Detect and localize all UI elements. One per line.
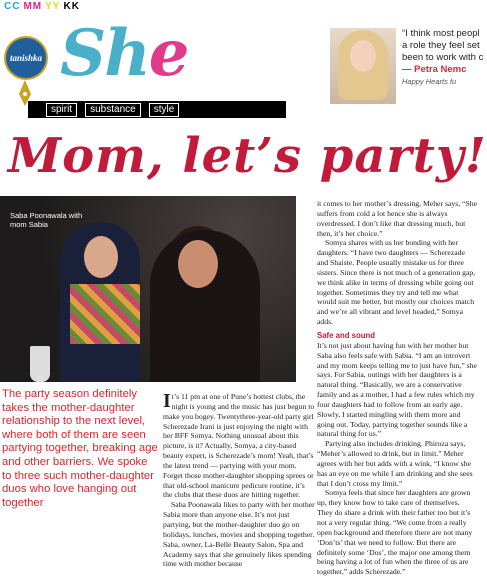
she-logo-sh: Sh [60,16,149,91]
paragraph: Saba Poonawala likes to party with her mother Sabia more than anyone else. It’s not just partying, but the mother-daughter duo go on holidays, lunches, movies and shopping together. Saba, owner, La-Belle Beauty Salon, Spa and Academy says that she genuinely likes spending time with mother because [163,500,315,569]
article-column-2 [317,199,477,577]
tagline-bar [28,101,286,118]
quote-author-photo [330,28,396,104]
tagline-spirit: spirit [46,103,77,117]
paragraph: t’s 11 pm at one of Pune’s hottest clubs, the night is young and the music has just begun to make you bogey. Twentythree-year-old party girl Scherezade Irani is just enjoying the night with her BFF Somya. Nothing unusual about this picture, is it? Actually, Somya, a city-based beauty expert, is Scherezade’s mom! Yeah, that’s the latest trend — partying with your mom. Forget those mother-daughter shopping sprees or that old-school manicure pedicure routine, it’s the clubs that these duos are hitting together. [163,392,315,500]
intro-paragraph: The party season definitely takes the mother-daughter relationship to the next level, where both of them are seen partying together, breaking age and other barriers. We spoke to three such mother-daughter duos who love hanging out together [2,388,158,509]
tagline-style: style [149,103,180,117]
quote-line: “I think most peopl [402,28,480,39]
article-column-1 [163,390,315,569]
yellow-mark: YY [45,1,61,12]
photo-caption-line: Saba Poonawala with [10,211,83,220]
print-color-marks [4,1,83,12]
cyan-mark: CC [4,1,21,12]
quote-line: been to work with c [402,52,484,63]
page-title: Mom, let’s party! [8,128,487,184]
black-mark: KK [63,1,80,12]
paragraph: it comes to her mother’s dressing, Meher says, “She suffers from cold a lot hence she is always overdressed. I don’t like that dressing much, but then, it’s her choice.” [317,199,477,238]
header-quote [402,28,482,88]
tanishka-logo-text: tanishka [9,53,42,63]
paragraph: Somya shares with us her bonding with her daughters. “I have two daughters — Scherezade and Shaiste. People usually mistake us for three sisters. Since there is not much of a generation gap, we think alike in terms of dressing while going out together. Sometimes they try and tell me what would suit me better, but mostly our choices match and we’re all vibrant and level headed,” Somya adds. [317,238,476,327]
quote-author: — Petra Nemc [402,64,467,75]
paragraph: Partying also includes drinking. Phiroza says, “Meher’s allowed to drink, but in limit.” Meher agrees with her but adds with a wink, “I know she has an eye on me while I am drinking and she sees that I don’t cross my limit.” [317,439,473,488]
paragraph: Somya feels that since her daughters are grown up, they know how to take care of themselves. They do share a drink with their father too but it’s not a very regular thing. “We come from a really open background and therefore there are not many ‘Don’ts’ that we need to follow. But there are definitely some ‘Dos’, the major one among them being having a lot of fun when the three of us are together,” adds Scherezade.” [317,488,473,577]
photo-caption [10,211,82,229]
drop-cap: I [163,390,171,412]
tagline-substance: substance [85,103,141,117]
she-logo-e: e [148,16,188,91]
quote-line: a role they feel set [402,40,480,51]
magenta-mark: MM [23,1,43,12]
photo-caption-line: mom Sabia [10,220,48,229]
quote-caption: Happy Hearts fu [402,77,457,86]
she-logo [60,16,188,91]
paragraph: It’s not just about having fun with her mother but Saba also feels safe with Sabia. “I am an introvert and my mom keeps telling me to just have fun,” she says. For Sabia, outings with her daughters is a natural thing. “Basically, we are a conservative family and as a mother, I had a few rules which my four daughters had to follow from an early age. Slowly, I started mingling with them more and going out. Today, partying together sounds like a natural thing for us.” [317,340,477,439]
subheading: Safe and sound [317,330,376,340]
tanishka-logo [4,36,48,80]
